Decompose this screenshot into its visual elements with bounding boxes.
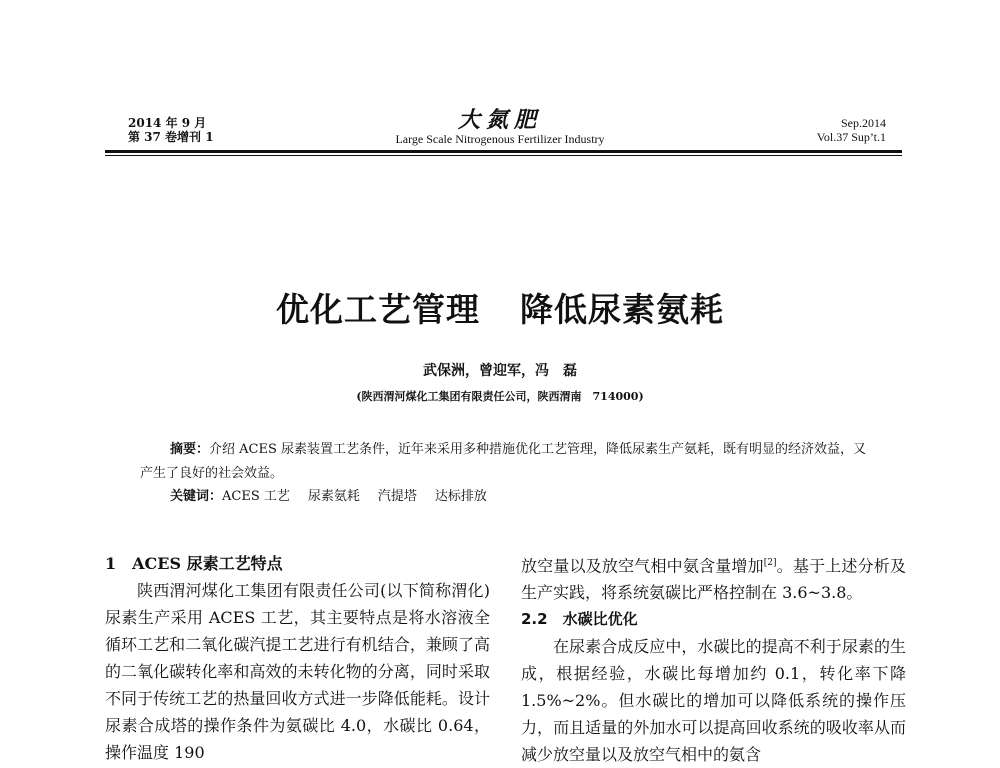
keywords-label: 关键词：: [170, 489, 223, 504]
header-date-cn: 2014 年 9 月: [128, 116, 207, 130]
body-paragraph: 陕西渭河煤化工集团有限责任公司(以下简称渭化)尿素生产采用 ACES 工艺，其主要特点是将水溶液全循环工艺和二氧化碳汽提工艺进行有机结合，兼顾了高的二氧化碳转化率和高效的未转化物的分离，同时采取不同于传统工艺的热量回收方式进一步降低能耗。设计尿素合成塔的操作条件为氨碳比 4.0，水碳比 0.64，操作温度 190: [105, 581, 490, 762]
abstract-text: 介绍 ACES 尿素装置工艺条件，近年来采用多种措施优化工艺管理，降低尿素生产氨耗，既有明显的经济效益，又产生了良好的社会效益。: [140, 442, 867, 481]
header-right: [817, 116, 886, 144]
para1-text: 放空量以及放空气相中氨含量增加: [521, 556, 764, 576]
article-affiliation: (陕西渭河煤化工集团有限责任公司，陕西渭南 714000): [356, 390, 644, 403]
header-volume-cn: 第 37 卷增刊 1: [128, 130, 214, 144]
abstract: [140, 438, 870, 486]
citation-ref: [2]: [763, 558, 777, 568]
article-authors: 武保洲，曾迎军，冯 磊: [423, 363, 577, 379]
abstract-label: 摘要：: [170, 442, 210, 457]
para1-rest: 。基于上述分析及生产实践，将系统氨碳比严格控制在 3.6~3.8。: [521, 556, 906, 603]
journal-name-en: Large Scale Nitrogenous Fertilizer Industry: [395, 132, 605, 146]
title-part-2: 降低尿素氨耗: [520, 290, 724, 329]
title-part-1: 优化工艺管理: [276, 290, 480, 329]
keyword-item: 达标排放: [434, 489, 487, 504]
header-rule-thick: [105, 150, 902, 153]
article-title: [0, 284, 1000, 331]
header-date-en: Sep.2014: [841, 116, 886, 130]
body-paragraph: 在尿素合成反应中，水碳比的提高不利于尿素的生成，根据经验，水碳比每增加约 0.1，转化率下降 1.5%~2%。但水碳比的增加可以降低系统的操作压力，而且适量的外加水可以提高回收系统的吸收率从而减少放空量以及放空气相中的氨含: [521, 637, 906, 765]
keyword-item: 尿素氨耗: [307, 489, 360, 504]
keywords: [170, 486, 505, 508]
section-heading-1: 1 ACES 尿素工艺特点: [105, 554, 283, 573]
journal-logo-cn: 大氮肥: [457, 107, 542, 133]
keyword-item: 汽提塔: [377, 489, 417, 504]
left-column: [105, 550, 490, 766]
header-volume-en: Vol.37 Sup’t.1: [816, 130, 886, 144]
header-rule-thin: [105, 155, 902, 156]
body-paragraph-continued: [521, 550, 906, 606]
right-column: [521, 550, 906, 768]
keyword-item: ACES 工艺: [222, 489, 290, 504]
subsection-heading-2-2: 2.2 水碳比优化: [521, 610, 638, 629]
